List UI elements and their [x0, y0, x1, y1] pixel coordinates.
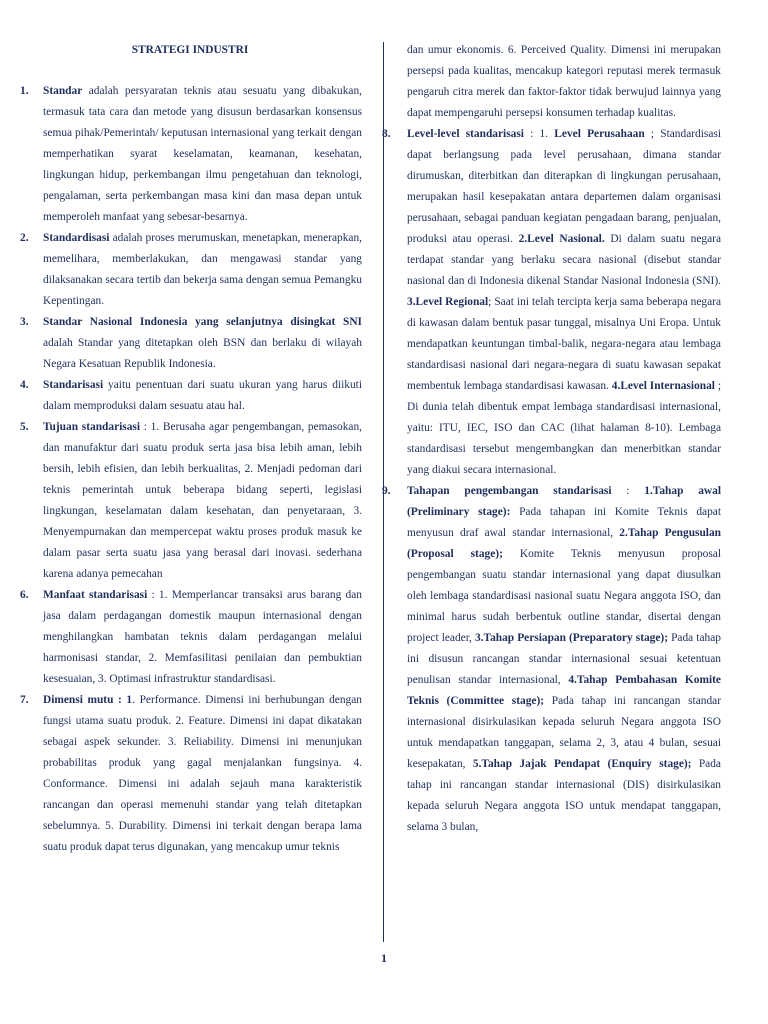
bold-term: Standardisasi — [43, 232, 110, 244]
body-text: : 1. Memperlancar transaksi arus barang dan jasa dalam perdagangan domestik maupun internasional dengan menghilangkan hambatan teknis dalam perdagangan melalui harmonisasi standar, 2. Memfasilitasi penilaian dan pembuktian kesesuaian, 3. Optimasi infrastruktur standardisasi. — [43, 589, 362, 685]
bold-term: Standar — [43, 85, 83, 97]
body-text: Pada tahap ini rancangan standar internasional (DIS) disirkulasikan kepada seluruh Negara anggota ISO untuk mendapat tanggapan, selama 3 bulan, — [407, 758, 721, 833]
bold-term: Tujuan standarisasi — [43, 421, 141, 433]
bold-term: 1.Tahap awal (Preliminary stage): — [407, 485, 721, 518]
list-item-text — [407, 40, 721, 124]
body-text: : — [611, 485, 645, 497]
list-number: 8. — [382, 128, 391, 140]
bold-term: Level-level standarisasi — [407, 128, 524, 140]
left-list — [18, 81, 362, 858]
body-text: Komite Teknis menyusun proposal pengembangan suatu standar internasional yang dapat diusulkan oleh lembaga standardisasi nasional suatu Negara anggota ISO, dan minimal harus sudah berbentuk outline standar, disertai dengan project leader, — [407, 548, 721, 644]
list-item-5 — [18, 417, 362, 585]
body-text: Pada tahap ini rancangan standar internasional disirkulasikan kepada seluruh Negara anggota ISO untuk mendapatkan tanggapan, selama 2, 3, atau 4 bulan, sesuai kesepakatan, — [407, 695, 721, 770]
list-number: 9. — [382, 485, 391, 497]
body-text: : 1. Berusaha agar pengembangan, pemasokan, dan manufaktur dari suatu produk serta jasa bisa lebih aman, lebih bersih, lebih efisien, dan lebih berkualitas, 2. Menjadi pedoman dari teknis pemerintah untuk beberapa bidang seperti, legislasi lingkungan, keselamatan dalam kesehatan, dan penyetaraan, 3. Menyempurnakan dan mempercepat waktu proses produk masuk ke dalam pasar serta suatu jasa yang berasal dari inovasi. sederhana karena adanya pemecahan — [43, 421, 362, 580]
list-item-7 — [18, 690, 362, 858]
bold-term: 4.Level Internasional — [611, 380, 715, 392]
body-text: adalah Standar yang ditetapkan oleh BSN dan berlaku di wilayah Negara Kesatuan Republik Indonesia. — [43, 337, 362, 370]
list-item-4 — [18, 375, 362, 417]
bold-term: 2.Level Nasional. — [518, 233, 605, 245]
body-text: adalah persyaratan teknis atau sesuatu yang dibakukan, termasuk tata cara dan metode yang disusun berdasarkan konsensus semua pihak/Pemerintah/ keputusan internasional yang terkait dengan memperhatikan syarat keselamatan, keamanan, kesehatan, lingkungan hidup, perkembangan ilmu pengetahuan dan teknologi, pengalaman, serta perkembangan masa kini dan masa depan untuk memperoleh manfaat yang sebesar-besarnya. — [43, 85, 362, 223]
bold-term: 3.Level Regional — [407, 296, 489, 308]
list-item-text — [407, 481, 721, 838]
body-text: ; Standardisasi dapat berlangsung pada level perusahaan, dimana standar dirumuskan, diterbitkan dan diterapkan di lingkungan perusahaan, merupakan hasil kesepakatan antara departemen dalam organisasi perusahaan, sebagai panduan kegiatan pengadaan barang, penjualan, produksi atau operasi. — [407, 128, 721, 245]
bold-term: 3.Tahap Persiapan (Preparatory stage); — [474, 632, 669, 644]
list-item-6 — [18, 585, 362, 690]
list-item-text — [43, 585, 362, 690]
list-number: 7. — [20, 694, 29, 706]
bold-term: 2.Tahap Pengusulan (Proposal stage); — [407, 527, 722, 560]
bold-term: Level Perusahaan — [554, 128, 645, 140]
list-item-text — [43, 375, 362, 417]
body-text: : 1. — [523, 128, 555, 140]
right-column — [382, 40, 721, 838]
bold-term: Tahapan pengembangan standarisasi — [407, 485, 612, 497]
list-item-7-continued — [382, 40, 721, 124]
list-item-9 — [382, 481, 721, 838]
bold-term: 5.Tahap Jajak Pendapat (Enquiry stage); — [472, 758, 692, 770]
body-text: Pada tahapan ini Komite Teknis dapat menyusun draf awal standar internasional, — [407, 506, 721, 539]
left-column — [18, 40, 362, 858]
body-text: Pada tahap ini disusun rancangan standar internasional sesuai ketentuan penulisan standar internasional, — [407, 632, 721, 686]
bold-term: 4.Tahap Pembahasan Komite Teknis (Committee stage); — [407, 674, 721, 707]
list-item-1 — [18, 81, 362, 228]
list-item-text — [43, 690, 362, 858]
list-number: 3. — [20, 316, 29, 328]
body-text: adalah proses merumuskan, menetapkan, menerapkan, memelihara, memberlakukan, dan mengawasi standar yang dilaksanakan secara tertib dan bekerja sama dengan semua Pemangku Kepentingan. — [43, 232, 362, 307]
list-number: 5. — [20, 421, 29, 433]
body-text: Di dalam suatu negara terdapat standar yang berlaku secara nasional (disebut standar nasional dan di Indonesia dikenal Standar Nasional Indonesia (SNI). — [407, 233, 721, 287]
bold-term: Manfaat standarisasi — [43, 589, 148, 601]
body-text: ; Saat ini telah tercipta kerja sama beberapa negara di kawasan dalam bentuk pasar tunggal, misalnya Uni Eropa. Untuk mendapatkan keuntungan timbal-balik, negara-negara atau lembaga standardisasi nasional dari negara-negara di suatu kawasan sepakat membentuk lembaga standardisasi kawasan. — [407, 296, 721, 392]
bold-term: Dimensi mutu : 1 — [43, 694, 133, 706]
list-number: 4. — [20, 379, 29, 391]
document-title: STRATEGI INDUSTRI — [131, 44, 249, 56]
list-item-text — [43, 81, 362, 228]
list-number: 1. — [20, 85, 29, 97]
list-item-text — [43, 417, 362, 585]
list-item-text — [43, 228, 362, 312]
list-item-3 — [18, 312, 362, 375]
page-number: 1 — [381, 951, 387, 965]
bold-term: Standarisasi — [43, 379, 104, 391]
body-text: . Performance. Dimensi ini berhubungan dengan fungsi utama suatu produk. 2. Feature. Dimensi ini dapat dikatakan sebagai aspek sekunder. 3. Reliability. Dimensi ini menunjukan probabilitas produk yang gagal menjalankan fungsinya. 4. Conformance. Dimensi ini adalah sejauh mana karakteristik rancangan dan operasi memenuhi standar yang telah ditetapkan sebelumnya. 5. Durability. Dimensi ini terkait dengan berapa lama suatu produk dapat terus digunakan, yang mencakup umur teknis — [43, 694, 362, 853]
list-item-text — [407, 124, 721, 481]
body-text: yaitu penentuan dari suatu ukuran yang harus diikuti dalam memproduksi dalam sesuatu atau hal. — [43, 379, 362, 412]
list-item-8 — [382, 124, 721, 481]
bold-term: Standar Nasional Indonesia yang selanjutnya disingkat SNI — [43, 316, 362, 328]
body-text: ; Di dunia telah dibentuk empat lembaga standardisasi internasional, yaitu: ITU, IEC, ISO dan CAC (lihat halaman 8-10). Lembaga standardisasi tersebut mengembangkan dan menerbitkan standar yang diakui secara internasional. — [407, 380, 722, 476]
list-item-2 — [18, 228, 362, 312]
list-item-text — [43, 312, 362, 375]
list-number: 2. — [20, 232, 29, 244]
list-number: 6. — [20, 589, 29, 601]
body-text: dan umur ekonomis. 6. Perceived Quality. Dimensi ini merupakan persepsi pada kualitas, mencakup kategori reputasi merek termasuk pengaruh citra merek dan faktor-faktor tidak berwujud lainnya yang dapat mempengaruhi persepsi konsumen terhadap kualitas. — [407, 44, 721, 119]
